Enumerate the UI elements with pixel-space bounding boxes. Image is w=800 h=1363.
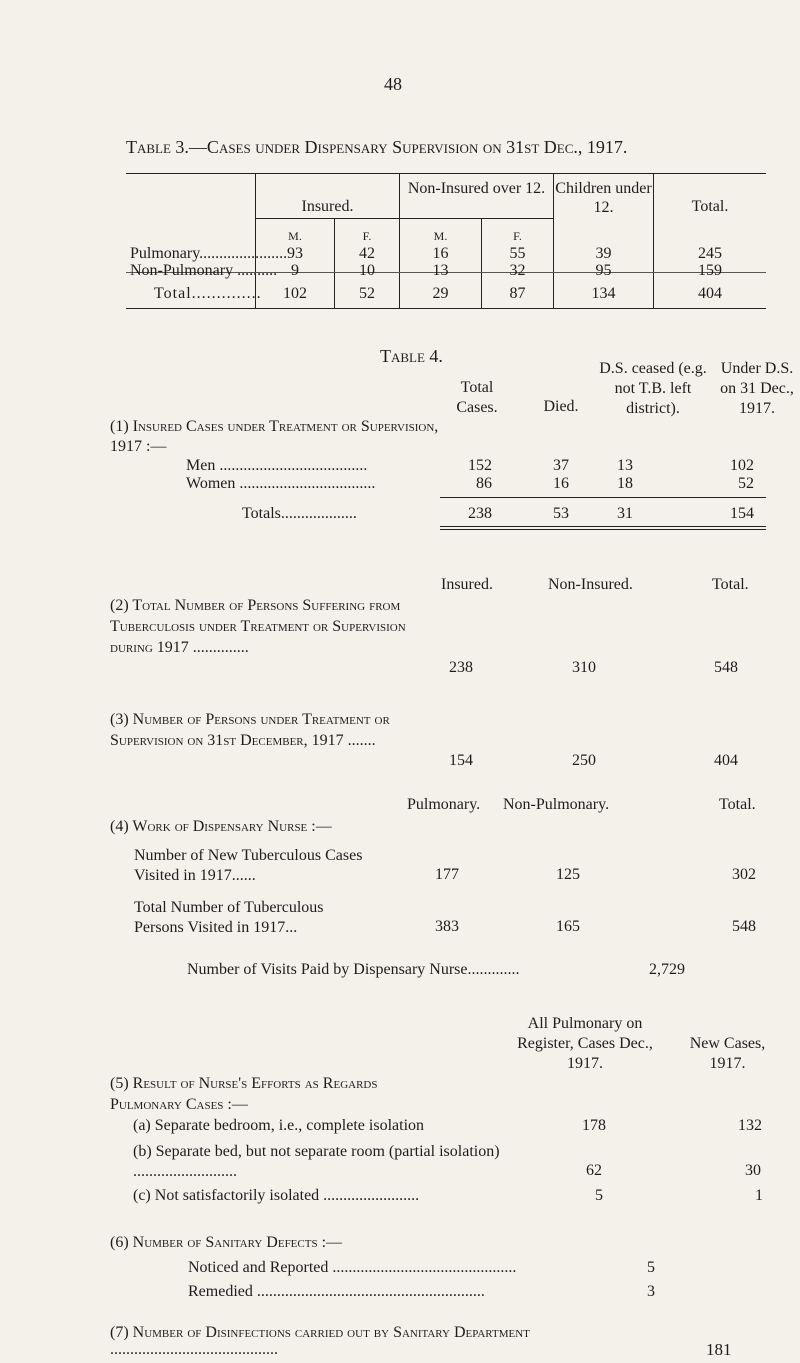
header-non-insured: Non-Insured over 12. [407,180,546,197]
s5-row-label: (b) Separate bed, but not separate room (partial isolation) .......................... [133,1143,500,1180]
t4-cell: 86 [476,475,492,492]
t4-cell: 238 [468,505,492,522]
s5-cell: 178 [582,1117,606,1134]
s5-cell: 62 [586,1162,602,1179]
s4-cell: 383 [435,918,459,935]
cell: 52 [359,285,375,302]
cell: 29 [432,285,449,302]
t4-header-ceased: D.S. ceased (e.g. not T.B. left district). [599,360,707,417]
s4-cell: 177 [435,866,459,883]
sub-f: F. [513,229,522,243]
s4-cell: 125 [556,866,580,883]
cell: 95 [595,262,612,279]
t4-header-total: Total Cases. [456,379,498,416]
t4-header-died: Died. [543,398,579,415]
table3-title: Table 3.—Cases under Dispensary Supervision on 31st Dec., 1917. [126,137,628,157]
s2-insured: 238 [449,659,473,676]
s2-total: 548 [714,659,738,676]
s4-row-label: Number of New Tuberculous Cases Visited in 1917...... [134,847,363,884]
row-label: Pulmonary...................... [130,245,288,262]
t4-cell: 16 [553,475,569,492]
table4-title: Table 4. [380,346,443,366]
s4-cell: 165 [556,918,580,935]
cell: 10 [359,262,375,279]
s2-label: (2) Total Number of Persons Suffering from Tuberculosis under Treatment or Supervision during 1917 .............. [110,597,406,656]
s6-cell: 5 [647,1259,655,1276]
t4-totals-label: Totals................... [242,505,357,522]
cell: 87 [509,285,526,302]
s6-row-label: Remedied ......................................................... [188,1283,485,1300]
cell: 102 [283,285,307,302]
s5-title: (5) Result of Nurse's Efforts as Regards Pulmonary Cases :— [110,1075,378,1113]
s4-header-non-pulmonary: Non-Pulmonary. [503,796,610,813]
cell: 55 [509,245,526,262]
cell: 13 [432,262,449,279]
s6-cell: 3 [647,1283,655,1300]
s4-cell: 548 [732,918,756,935]
s5-row-label: (c) Not satisfactorily isolated ........................ [133,1187,420,1204]
s4-title: (4) Work of Dispensary Nurse :— [110,818,332,835]
sub-m: M. [288,229,302,243]
s5-cell: 1 [755,1187,763,1204]
t4-cell: 31 [617,505,633,522]
s3-total: 404 [714,752,738,769]
visits-label: Number of Visits Paid by Dispensary Nurse............. [187,961,520,978]
s4-header-pulmonary: Pulmonary. [407,796,481,813]
cell: 42 [359,245,375,262]
sub-f: F. [362,229,372,243]
s5-cell: 5 [595,1187,603,1204]
header-total: Total. [691,198,729,215]
visits-value: 2,729 [649,961,685,978]
cell: 159 [698,262,722,279]
s2-non-insured: 310 [572,659,596,676]
cell: 39 [595,245,612,262]
s5-header-all: All Pulmonary on Register, Cases Dec., 1917. [517,1015,653,1072]
s4-cell: 302 [732,866,756,883]
s2-header-non-insured: Non-Insured. [548,576,633,593]
row-label: Total.............. [154,285,262,302]
t4-cell: 37 [553,457,569,474]
cell: 404 [698,285,722,302]
s5-cell: 30 [745,1162,761,1179]
s2-header-insured: Insured. [441,576,493,593]
header-children: Children under 12. [555,180,652,216]
s5-cell: 132 [738,1117,762,1134]
cell: 16 [432,245,449,262]
s2-header-total: Total. [712,576,749,593]
header-insured: Insured. [301,198,354,215]
t4-cell: 152 [468,457,492,474]
t4-cell: 102 [730,457,754,474]
s7-value: 181 [706,1340,732,1359]
s5-row-label: (a) Separate bedroom, i.e., complete isolation [133,1117,425,1134]
cell: 32 [509,262,526,279]
t4-row-label: Men ..................................... [186,457,368,474]
s6-row-label: Noticed and Reported .............................................. [188,1259,517,1276]
row-label: Non-Pulmonary .......... [130,262,278,279]
t4-cell: 53 [553,505,569,522]
s3-insured: 154 [449,752,473,769]
s6-title: (6) Number of Sanitary Defects :— [110,1234,343,1251]
t4-cell: 18 [617,475,633,492]
t4-header-under: Under D.S. on 31 Dec., 1917. [720,360,794,417]
cell: 9 [291,262,299,279]
sub-m: M. [433,229,448,243]
page-number: 48 [384,74,402,94]
t4-cell: 52 [738,475,754,492]
cell: 245 [698,245,722,262]
s4-row-label: Total Number of Tuberculous Persons Visited in 1917... [134,899,324,936]
s3-label: (3) Number of Persons under Treatment or Supervision on 31st December, 1917 ....... [110,711,390,749]
s5-header-new: New Cases, 1917. [689,1035,766,1072]
t4-section1: (1) Insured Cases under Treatment or Supervision, 1917 :— [110,418,439,455]
s4-header-total: Total. [719,796,756,813]
t4-cell: 154 [730,505,754,522]
s3-non-insured: 250 [572,752,596,769]
t4-cell: 13 [617,457,633,474]
s7-label: (7) Number of Disinfections carried out by Sanitary Department .......................................... [110,1324,530,1358]
cell: 134 [591,285,616,302]
cell: 93 [287,245,303,262]
t4-row-label: Women .................................. [186,475,376,492]
